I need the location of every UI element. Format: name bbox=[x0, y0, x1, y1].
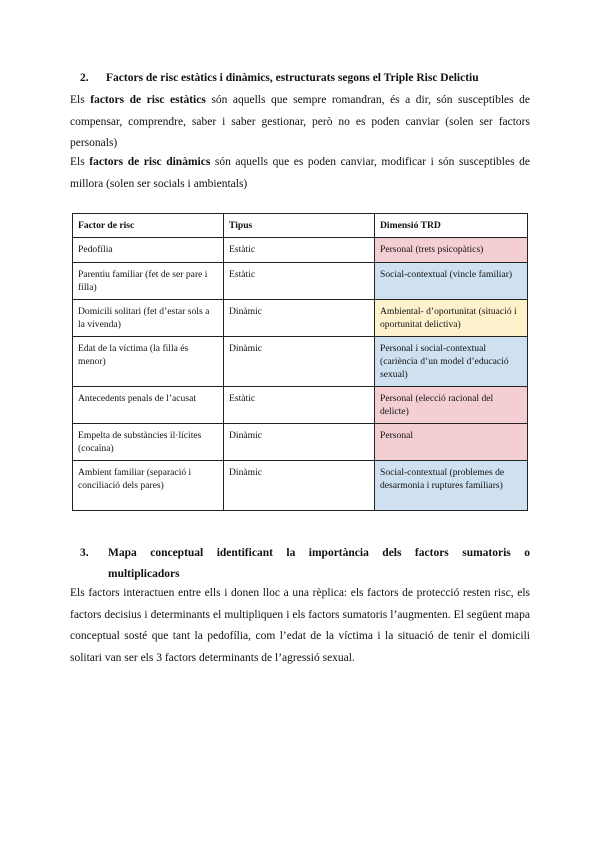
tipus-cell: Dinàmic bbox=[224, 300, 375, 337]
dimensio-cell: Personal bbox=[375, 424, 528, 461]
dimensio-cell: Personal (elecció racional del delicte) bbox=[375, 387, 528, 424]
table-row bbox=[73, 238, 528, 263]
header-factor: Factor de risc bbox=[73, 214, 224, 238]
table-row bbox=[73, 387, 528, 424]
dimensio-cell: Personal (trets psicopàtics) bbox=[375, 238, 528, 263]
table-header-row bbox=[73, 214, 528, 238]
dimensio-cell: Social-contextual (vincle familiar) bbox=[375, 263, 528, 300]
risk-factors-table bbox=[72, 213, 528, 511]
dynamic-prefix: Els bbox=[70, 156, 90, 168]
static-prefix: Els bbox=[70, 94, 91, 106]
dynamic-factors-text: són aquells que es poden canviar, modificar i són susceptibles de millora (solen ser socials i ambientals) bbox=[70, 156, 530, 190]
section-2-heading bbox=[80, 70, 540, 86]
table-row bbox=[73, 263, 528, 300]
factor-cell: Pedofília bbox=[73, 238, 224, 263]
header-tipus: Tipus bbox=[224, 214, 375, 238]
tipus-cell: Dinàmic bbox=[224, 337, 375, 387]
factor-cell: Empelta de substàncies il·lícites (cocaïna) bbox=[73, 424, 224, 461]
table-row bbox=[73, 461, 528, 511]
tipus-cell: Estàtic bbox=[224, 238, 375, 263]
dimensio-cell: Ambiental- d’oportunitat (situació i oportunitat delictiva) bbox=[375, 300, 528, 337]
static-factors-term: factors de risc estàtics bbox=[90, 94, 206, 106]
dynamic-factors-paragraph bbox=[70, 152, 530, 195]
static-factors-text: són aquells que sempre romandran, és a dir, són susceptibles de compensar, comprendre, saber i saber gestionar, però no es poden canviar (solen ser factors personals) bbox=[70, 94, 530, 149]
section-3-paragraph: Els factors interactuen entre ells i donen lloc a una rèplica: els factors de protecció resten risc, els factors decisius i determinants el multipliquen i els factors sumatoris l’augmenten. El següent mapa conceptual sosté que tant la pedofília, com l’edat de la víctima i la situació de tenir el domicili solitari van ser els 3 factors determinants de l’agressió sexual. bbox=[70, 587, 530, 664]
table-row bbox=[73, 300, 528, 337]
section-3-title-line-2: multiplicadors bbox=[108, 568, 180, 580]
tipus-cell: Dinàmic bbox=[224, 461, 375, 511]
tipus-cell: Estàtic bbox=[224, 263, 375, 300]
header-dimensio: Dimensió TRD bbox=[375, 214, 528, 238]
dynamic-factors-term: factors de risc dinàmics bbox=[89, 156, 211, 168]
section-3-heading bbox=[80, 543, 530, 585]
factor-cell: Ambient familiar (separació i conciliació dels pares) bbox=[73, 461, 224, 511]
dimensio-cell: Personal i social-contextual (cariència d’un model d’educació sexual) bbox=[375, 337, 528, 387]
tipus-cell: Dinàmic bbox=[224, 424, 375, 461]
factor-cell: Antecedents penals de l’acusat bbox=[73, 387, 224, 424]
factor-cell: Domicili solitari (fet d’estar sols a la vivenda) bbox=[73, 300, 224, 337]
static-factors-paragraph bbox=[70, 90, 530, 155]
table-row bbox=[73, 337, 528, 387]
section-3-title-line-1: Mapa conceptual identificant la importància dels factors sumatoris o bbox=[108, 547, 530, 559]
dimensio-cell: Social-contextual (problemes de desarmonia i ruptures familiars) bbox=[375, 461, 528, 511]
factor-cell: Edat de la víctima (la filla és menor) bbox=[73, 337, 224, 387]
table-row bbox=[73, 424, 528, 461]
tipus-cell: Estàtic bbox=[224, 387, 375, 424]
section-3-number: 3. bbox=[80, 547, 89, 559]
section-2-number: 2. bbox=[80, 72, 89, 84]
factor-cell: Parentiu familiar (fet de ser pare i filla) bbox=[73, 263, 224, 300]
section-2-title: Factors de risc estàtics i dinàmics, estructurats segons el Triple Risc Delictiu bbox=[106, 72, 479, 84]
